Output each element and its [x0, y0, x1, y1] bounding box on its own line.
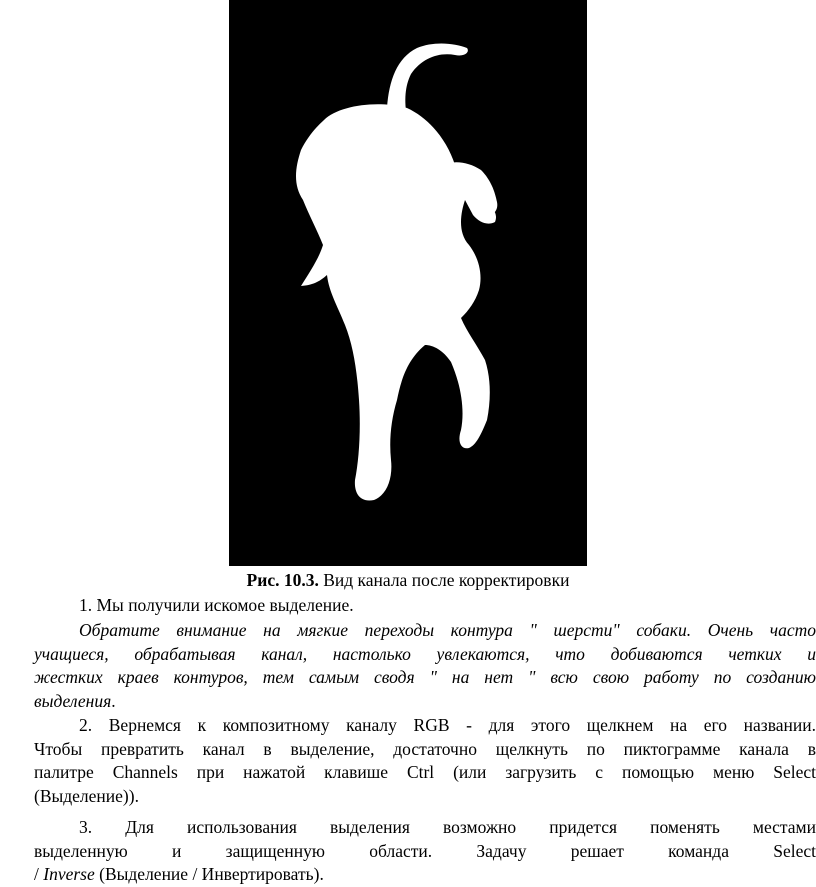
note-line-4 [34, 690, 816, 714]
paragraph-2-line-3: палитре Channels при нажатой клавише Ctrl (или загрузить с помощью меню Select [34, 762, 816, 782]
note-line-1: Обратите внимание на мягкие переходы контура " шерсти" собаки. Очень часто [79, 620, 816, 640]
paragraph-3-line-3 [34, 863, 816, 887]
channel-figure [229, 0, 587, 566]
note-line-2: учащиеся, обрабатывая канал, настолько увлекаются, что добиваются четких и [34, 643, 816, 664]
paragraph-1-line: 1. Мы получили искомое выделение. [79, 595, 354, 615]
paragraph-3-line-2: выделенную и защищенную области. Задачу решает команда Select [34, 840, 816, 861]
paragraph-2-line-2: Чтобы превратить канал в выделение, достаточно щелкнуть по пиктограмме канала в [34, 738, 816, 759]
note-line-3: жестких краев контуров, тем самым сводя " на нет " всю свою работу по созданию [34, 667, 816, 687]
p3-prefix: / [34, 864, 44, 884]
paragraph-2-line-4: (Выделение)). [34, 785, 139, 806]
note-line-4-period: . [111, 690, 116, 711]
paragraph-2-line-1: 2. Вернемся к композитному каналу RGB - для этого щелкнем на его названии. [79, 715, 816, 735]
paragraph-3 [34, 816, 816, 887]
paragraph-3-line-1: 3. Для использования выделения возможно придется поменять местами [79, 817, 816, 837]
caption-label: Рис. 10.3. [246, 570, 319, 590]
dog-silhouette-image [229, 0, 587, 566]
note-paragraph [34, 619, 816, 713]
p3-rest: (Выделение / Инвертировать). [94, 864, 324, 884]
p3-italic-inverse: Inverse [43, 864, 95, 884]
caption-text: Вид канала после корректировки [318, 570, 570, 590]
note-line-4-text: выделения [34, 690, 112, 711]
paragraph-1 [34, 594, 816, 618]
paragraph-2 [34, 714, 816, 808]
figure-caption [0, 568, 816, 592]
